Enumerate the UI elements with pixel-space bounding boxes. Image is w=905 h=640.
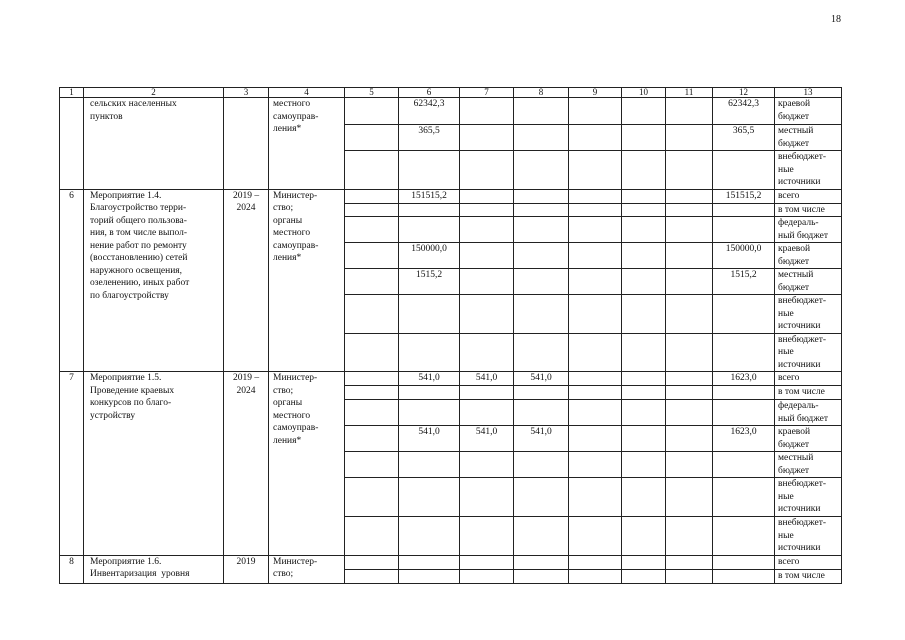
period <box>224 98 269 190</box>
value-cell <box>713 555 775 569</box>
value-cell <box>460 203 514 217</box>
value-cell <box>666 295 713 334</box>
value-cell <box>514 98 569 125</box>
value-cell <box>345 125 399 151</box>
table-row <box>60 189 842 203</box>
value-cell: 541,0 <box>399 372 460 386</box>
value-cell <box>713 478 775 517</box>
value-cell <box>345 98 399 125</box>
funding-source: внебюджет- ные источники <box>775 478 842 517</box>
value-cell: 150000,0 <box>713 243 775 269</box>
value-cell <box>345 269 399 295</box>
value-cell <box>460 125 514 151</box>
value-cell <box>345 295 399 334</box>
value-cell <box>514 217 569 243</box>
value-cell <box>345 189 399 203</box>
value-cell <box>345 426 399 452</box>
value-cell <box>569 372 622 386</box>
executor: Министер- ство; органы местного самоуправ- ления* <box>269 189 345 372</box>
header-cell: 5 <box>345 88 399 98</box>
value-cell <box>622 203 666 217</box>
value-cell <box>399 217 460 243</box>
row-number: 7 <box>60 372 84 556</box>
period: 2019 – 2024 <box>224 372 269 556</box>
value-cell <box>569 269 622 295</box>
value-cell <box>666 151 713 190</box>
header-cell: 12 <box>713 88 775 98</box>
value-cell <box>345 372 399 386</box>
value-cell <box>569 569 622 583</box>
value-cell <box>713 151 775 190</box>
value-cell <box>399 555 460 569</box>
value-cell <box>569 98 622 125</box>
value-cell <box>713 333 775 372</box>
value-cell <box>622 400 666 426</box>
value-cell <box>569 426 622 452</box>
funding-source: внебюджет- ные источники <box>775 517 842 556</box>
value-cell <box>622 386 666 400</box>
value-cell <box>345 400 399 426</box>
value-cell <box>460 151 514 190</box>
value-cell: 1515,2 <box>713 269 775 295</box>
value-cell <box>713 203 775 217</box>
header-cell: 9 <box>569 88 622 98</box>
value-cell <box>345 217 399 243</box>
value-cell <box>399 333 460 372</box>
measure-name: Мероприятие 1.4. Благоустройство терри- торий общего пользова- ния, в том числе выпол- нение работ по ремонту (восстановлению) сетей наружного освещения, озеленению, иных работ по благоустройству <box>84 189 224 372</box>
value-cell <box>622 295 666 334</box>
value-cell <box>460 452 514 478</box>
value-cell <box>460 555 514 569</box>
header-cell: 8 <box>514 88 569 98</box>
funding-source: местный бюджет <box>775 452 842 478</box>
value-cell <box>460 243 514 269</box>
value-cell <box>666 386 713 400</box>
value-cell <box>622 569 666 583</box>
value-cell <box>514 452 569 478</box>
value-cell <box>345 386 399 400</box>
funding-source: всего <box>775 372 842 386</box>
value-cell <box>460 400 514 426</box>
value-cell <box>514 295 569 334</box>
value-cell <box>666 98 713 125</box>
table-row <box>60 555 842 569</box>
executor: местного самоуправ- ления* <box>269 98 345 190</box>
value-cell: 1623,0 <box>713 372 775 386</box>
value-cell: 62342,3 <box>399 98 460 125</box>
header-cell: 6 <box>399 88 460 98</box>
value-cell: 541,0 <box>514 372 569 386</box>
funding-source: краевой бюджет <box>775 243 842 269</box>
header-cell: 13 <box>775 88 842 98</box>
value-cell <box>569 243 622 269</box>
header-cell: 1 <box>60 88 84 98</box>
value-cell <box>713 452 775 478</box>
value-cell <box>514 125 569 151</box>
value-cell <box>713 569 775 583</box>
funding-source: всего <box>775 555 842 569</box>
value-cell <box>514 555 569 569</box>
value-cell <box>569 400 622 426</box>
value-cell <box>460 333 514 372</box>
value-cell <box>622 189 666 203</box>
funding-source: внебюджет- ные источники <box>775 333 842 372</box>
value-cell: 365,5 <box>713 125 775 151</box>
header-cell: 3 <box>224 88 269 98</box>
value-cell: 151515,2 <box>713 189 775 203</box>
executor: Министер- ство; <box>269 555 345 583</box>
value-cell <box>514 517 569 556</box>
value-cell <box>514 269 569 295</box>
value-cell <box>569 478 622 517</box>
value-cell <box>666 426 713 452</box>
value-cell <box>569 333 622 372</box>
value-cell <box>569 189 622 203</box>
value-cell <box>399 517 460 556</box>
value-cell <box>666 125 713 151</box>
header-row <box>60 88 842 98</box>
value-cell <box>569 386 622 400</box>
value-cell <box>622 333 666 372</box>
value-cell <box>622 151 666 190</box>
value-cell <box>622 555 666 569</box>
row-number: 8 <box>60 555 84 583</box>
value-cell <box>666 243 713 269</box>
funding-source: федераль- ный бюджет <box>775 400 842 426</box>
value-cell: 365,5 <box>399 125 460 151</box>
value-cell <box>569 217 622 243</box>
value-cell <box>622 269 666 295</box>
funding-source: местный бюджет <box>775 125 842 151</box>
value-cell <box>666 569 713 583</box>
value-cell <box>514 400 569 426</box>
value-cell <box>460 569 514 583</box>
value-cell <box>460 189 514 203</box>
value-cell <box>460 98 514 125</box>
value-cell <box>514 189 569 203</box>
value-cell <box>622 243 666 269</box>
table-body <box>60 98 842 584</box>
value-cell <box>460 478 514 517</box>
value-cell <box>345 203 399 217</box>
value-cell <box>345 151 399 190</box>
value-cell <box>345 569 399 583</box>
period: 2019 <box>224 555 269 583</box>
value-cell <box>569 555 622 569</box>
value-cell <box>460 295 514 334</box>
value-cell <box>514 478 569 517</box>
value-cell <box>460 269 514 295</box>
measure-name: Мероприятие 1.6. Инвентаризация уровня <box>84 555 224 583</box>
value-cell <box>569 151 622 190</box>
funding-source: в том числе <box>775 569 842 583</box>
value-cell <box>345 333 399 372</box>
budget-table <box>59 87 842 584</box>
value-cell: 150000,0 <box>399 243 460 269</box>
table-row <box>60 372 842 386</box>
value-cell <box>713 517 775 556</box>
table-header <box>60 88 842 98</box>
funding-source: внебюджет- ные источники <box>775 295 842 334</box>
value-cell <box>622 517 666 556</box>
header-cell: 2 <box>84 88 224 98</box>
value-cell <box>666 217 713 243</box>
value-cell: 1515,2 <box>399 269 460 295</box>
value-cell <box>345 452 399 478</box>
value-cell <box>460 517 514 556</box>
value-cell <box>622 125 666 151</box>
value-cell <box>345 243 399 269</box>
value-cell <box>399 400 460 426</box>
value-cell <box>666 269 713 295</box>
funding-source: в том числе <box>775 386 842 400</box>
header-cell: 11 <box>666 88 713 98</box>
value-cell <box>666 189 713 203</box>
value-cell <box>514 569 569 583</box>
value-cell: 62342,3 <box>713 98 775 125</box>
value-cell <box>399 295 460 334</box>
value-cell <box>666 478 713 517</box>
value-cell <box>666 203 713 217</box>
value-cell: 541,0 <box>399 426 460 452</box>
value-cell: 151515,2 <box>399 189 460 203</box>
funding-source: местный бюджет <box>775 269 842 295</box>
value-cell <box>622 372 666 386</box>
measure-name: сельских населенных пунктов <box>84 98 224 190</box>
row-number: 6 <box>60 189 84 372</box>
value-cell <box>399 203 460 217</box>
value-cell <box>666 517 713 556</box>
funding-source: внебюджет- ные источники <box>775 151 842 190</box>
funding-source: всего <box>775 189 842 203</box>
table-row <box>60 98 842 125</box>
value-cell <box>399 478 460 517</box>
header-cell: 4 <box>269 88 345 98</box>
value-cell <box>399 386 460 400</box>
value-cell <box>345 478 399 517</box>
executor: Министер- ство; органы местного самоуправ- ления* <box>269 372 345 556</box>
value-cell <box>622 426 666 452</box>
value-cell <box>666 372 713 386</box>
value-cell <box>666 452 713 478</box>
value-cell <box>666 555 713 569</box>
value-cell <box>666 400 713 426</box>
value-cell <box>399 569 460 583</box>
value-cell <box>713 400 775 426</box>
value-cell <box>622 98 666 125</box>
value-cell <box>569 125 622 151</box>
value-cell <box>569 203 622 217</box>
value-cell <box>460 217 514 243</box>
value-cell <box>514 243 569 269</box>
value-cell: 541,0 <box>514 426 569 452</box>
value-cell <box>569 452 622 478</box>
value-cell <box>622 478 666 517</box>
row-number <box>60 98 84 190</box>
value-cell <box>514 203 569 217</box>
value-cell: 1623,0 <box>713 426 775 452</box>
funding-source: федераль- ный бюджет <box>775 217 842 243</box>
value-cell <box>345 555 399 569</box>
funding-source: краевой бюджет <box>775 98 842 125</box>
value-cell <box>514 386 569 400</box>
value-cell <box>713 295 775 334</box>
funding-source: в том числе <box>775 203 842 217</box>
page-number: 18 <box>831 14 841 25</box>
value-cell <box>622 452 666 478</box>
value-cell <box>345 517 399 556</box>
value-cell <box>569 295 622 334</box>
value-cell <box>514 333 569 372</box>
header-cell: 7 <box>460 88 514 98</box>
value-cell <box>713 386 775 400</box>
value-cell <box>514 151 569 190</box>
value-cell <box>569 517 622 556</box>
value-cell <box>460 386 514 400</box>
value-cell <box>399 151 460 190</box>
period: 2019 – 2024 <box>224 189 269 372</box>
measure-name: Мероприятие 1.5. Проведение краевых конкурсов по благо- устройству <box>84 372 224 556</box>
value-cell <box>666 333 713 372</box>
value-cell: 541,0 <box>460 426 514 452</box>
value-cell <box>713 217 775 243</box>
header-cell: 10 <box>622 88 666 98</box>
value-cell <box>399 452 460 478</box>
funding-source: краевой бюджет <box>775 426 842 452</box>
value-cell: 541,0 <box>460 372 514 386</box>
value-cell <box>622 217 666 243</box>
